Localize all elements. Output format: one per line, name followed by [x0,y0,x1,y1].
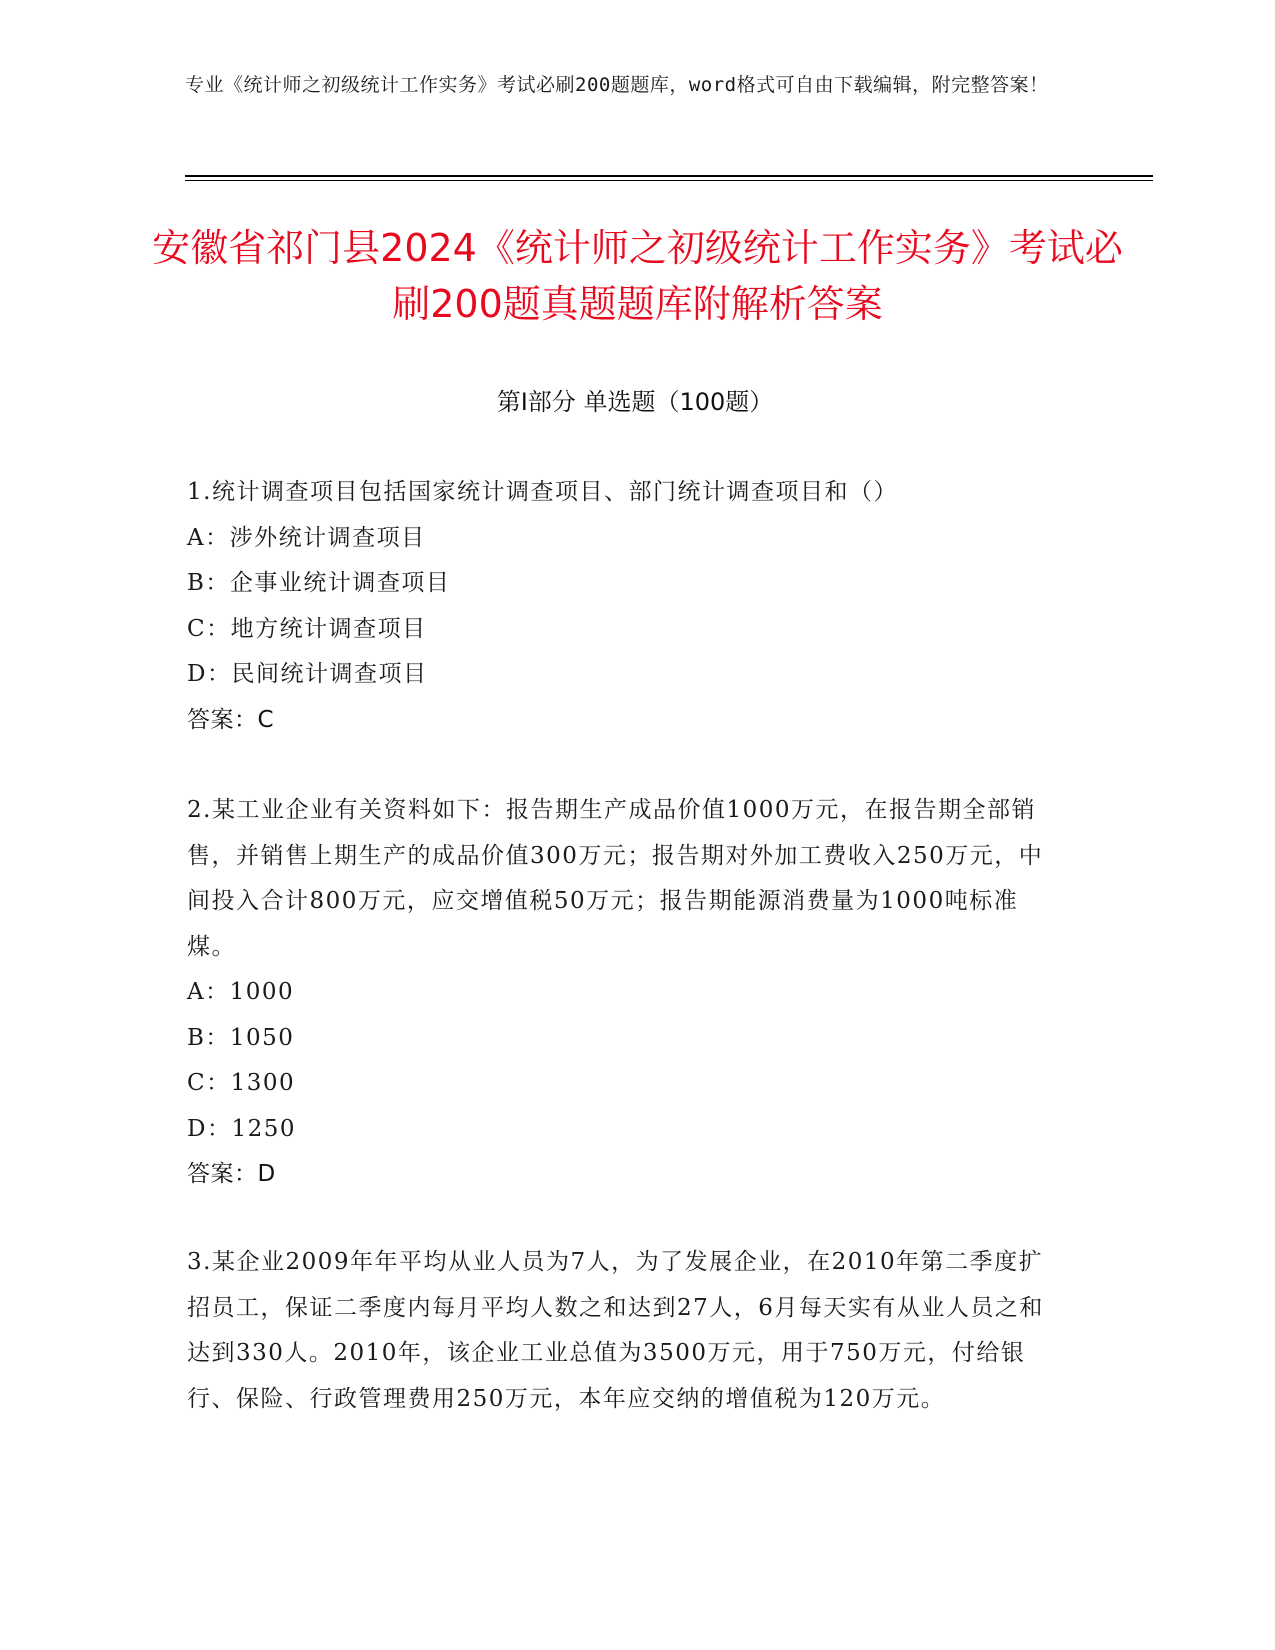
header-note: 专业《统计师之初级统计工作实务》考试必刷200题题库，word格式可自由下载编辑，附完整答案！ [185,74,1049,96]
question-stem: 1.统计调查项目包括国家统计调查项目、部门统计调查项目和（） [187,479,898,505]
question-1 [187,470,1067,743]
question-stem: 2.某工业企业有关资料如下：报告期生产成品价值1000万元，在报告期全部销售，并销售上期生产的成品价值300万元；报告期对外加工费收入250万元，中间投入合计800万元，应交增值税50万元；报告期能源消费量为1000吨标准煤。 [187,797,1044,960]
option-c: C：地方统计调查项目 [187,615,427,642]
option-b: B：1050 [187,1024,295,1051]
option-c: C：1300 [187,1070,296,1096]
option-b: B：企事业统计调查项目 [187,570,451,596]
question-2 [187,788,1067,1198]
answer-label: 答案：C [187,706,275,733]
option-a: A：涉外统计调查项目 [187,524,426,551]
document-title: 安徽省祁门县2024《统计师之初级统计工作实务》考试必刷200题真题题库附解析答案 [152,226,1123,326]
question-3 [187,1240,1067,1422]
question-stem: 3.某企业2009年年平均从业人员为7人，为了发展企业，在2010年第二季度扩招员工，保证二季度内每月平均人数之和达到27人，6月每天实有从业人员之和达到330人。2010年，该企业工业总值为3500万元，用于750万元，付给银行、保险、行政管理费用250万元，本年应交纳的增值税为120万元。 [187,1249,1044,1412]
header-divider-thin [185,180,1153,181]
section-heading: 第I部分 单选题（100题） [496,388,774,416]
option-a: A：1000 [187,979,295,1005]
option-d: D：民间统计调查项目 [187,661,428,687]
answer-label: 答案：D [187,1161,276,1187]
header-divider [185,175,1153,177]
option-d: D：1250 [187,1115,296,1142]
